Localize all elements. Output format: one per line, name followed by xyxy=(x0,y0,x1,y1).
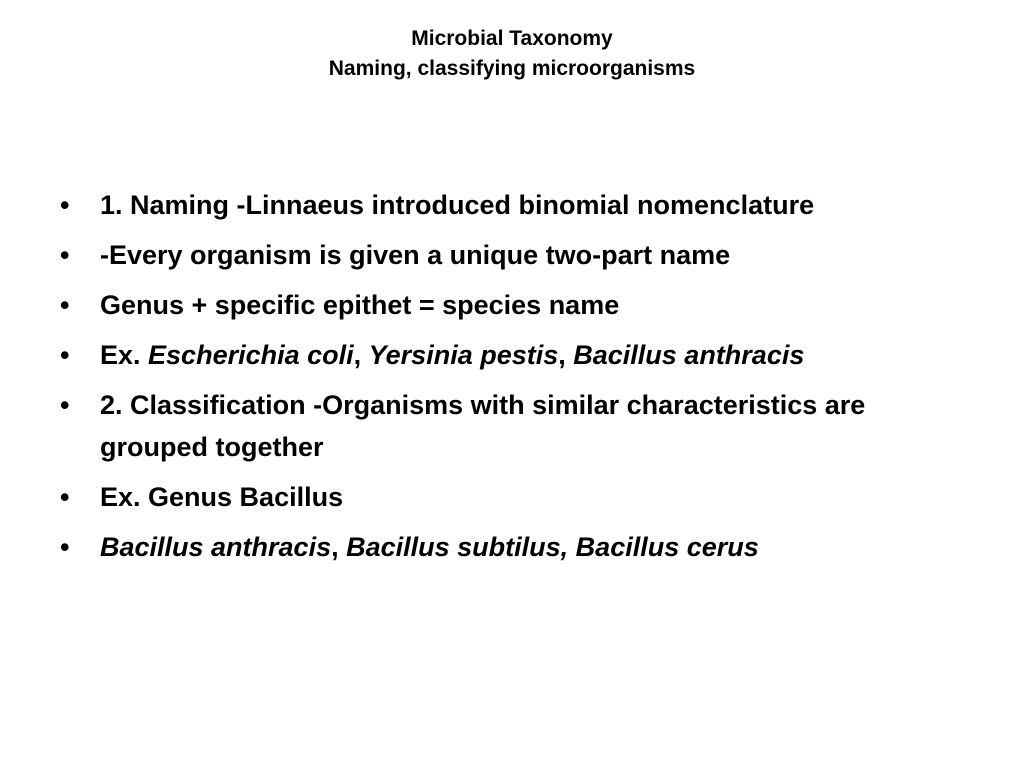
bullet-item xyxy=(60,284,960,326)
bullet-dot-icon: • xyxy=(60,190,70,220)
bullet-text-segment: 2. Classification -Organisms with similar characteristics are grouped together xyxy=(100,390,866,462)
italic-species-name: Bacillus subtilus, Bacillus cerus xyxy=(346,532,759,562)
bullet-text-segment: Genus + specific epithet = species name xyxy=(100,290,620,320)
bullet-text-segment: -Every organism is given a unique two-part name xyxy=(100,240,731,270)
bullet-item xyxy=(60,384,960,468)
bullet-dot-icon: • xyxy=(60,482,70,512)
bullet-text-segment: , xyxy=(353,340,369,370)
bullet-text-segment: Ex. xyxy=(100,340,149,370)
subtitle-line-2: Naming, classifying microorganisms xyxy=(328,57,696,80)
bullet-item xyxy=(60,334,960,376)
bullet-item xyxy=(60,234,960,276)
bullet-text xyxy=(100,190,814,220)
italic-species-name: Bacillus anthracis xyxy=(100,532,332,562)
bullet-text xyxy=(100,390,865,462)
bullet-text-segment: , xyxy=(558,340,574,370)
bullet-dot-icon: • xyxy=(60,240,70,270)
bullet-item xyxy=(60,184,960,226)
bullet-text xyxy=(100,240,730,270)
italic-species-name: Yersinia pestis xyxy=(368,340,559,370)
bullet-text xyxy=(100,340,804,370)
bullet-text xyxy=(100,532,759,562)
italic-species-name: Bacillus anthracis xyxy=(573,340,805,370)
bullet-list xyxy=(60,184,960,576)
bullet-text-segment: 1. Naming -Linnaeus introduced binomial nomenclature xyxy=(100,190,815,220)
bullet-text-segment: , xyxy=(331,532,347,562)
italic-species-name: Escherichia coli xyxy=(148,340,354,370)
bullet-text-segment: Ex. Genus Bacillus xyxy=(100,482,344,512)
bullet-dot-icon: • xyxy=(60,532,70,562)
bullet-item xyxy=(60,476,960,518)
bullet-item xyxy=(60,526,960,568)
title-line-1: Microbial Taxonomy xyxy=(411,27,613,50)
bullet-dot-icon: • xyxy=(60,290,70,320)
bullet-text xyxy=(100,290,619,320)
bullet-text xyxy=(100,482,343,512)
bullet-dot-icon: • xyxy=(60,340,70,370)
bullet-dot-icon: • xyxy=(60,390,70,420)
slide-title xyxy=(0,24,1024,84)
